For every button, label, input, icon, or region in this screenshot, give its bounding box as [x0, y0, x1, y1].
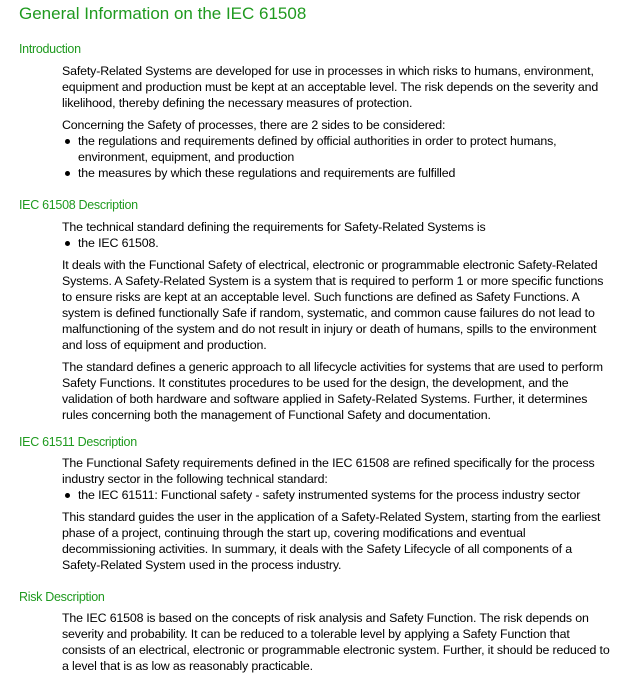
list-item: the IEC 61508. [62, 235, 610, 251]
section-body [62, 455, 610, 579]
section-heading: Introduction [19, 42, 81, 56]
paragraph: The Functional Safety requirements defined in the IEC 61508 are refined specifically for the process industry sector in the following technical standard: [62, 456, 595, 486]
paragraph: The standard defines a generic approach to all lifecycle activities for systems that are used to perform Safety Functions. It constitutes procedures to be used for the design, the development, and the validation of both hardware and software applied in Safety-Related Systems. Further, it determines rules concerning both the management of Functional Safety and documentation. [62, 360, 603, 422]
page-title: General Information on the IEC 61508 [19, 4, 307, 23]
paragraph: This standard guides the user in the application of a Safety-Related System, starting from the earliest phase of a project, continuing through the start up, covering modifications and eventual decommissioning activities. In summary, it deals with the Safety Lifecycle of all components of a Safety-Related System used in the process industry. [62, 510, 601, 572]
section-heading: Risk Description [19, 590, 105, 604]
paragraph: The technical standard defining the requirements for Safety-Related Systems is [62, 220, 486, 234]
section-heading: IEC 61508 Description [19, 198, 138, 212]
paragraph: It deals with the Functional Safety of electrical, electronic or programmable electronic Safety-Related Systems. A Safety-Related System is a system that is required to perform 1 or more specific functions to ensure risks are kept at an acceptable level. Such functions are defined as Safety Functions. A system is defined functionally Safe if random, systematic, and common cause failures do not lead to malfunctioning of the system and do not result in injury or death of humans, spills to the environment and loss of equipment and production. [62, 258, 604, 352]
list-item: the measures by which these regulations and requirements are fulfilled [62, 165, 610, 181]
section-body [62, 63, 610, 187]
list-item: the IEC 61511: Functional safety - safety instrumented systems for the process industry sector [62, 487, 610, 503]
paragraph: The IEC 61508 is based on the concepts of risk analysis and Safety Function. The risk depends on severity and probability. It can be reduced to a tolerable level by applying a Safety Function that consists of an electrical, electronic or programmable electronic system. Further, it should be reduced to a level that is as low as reasonably practicable. [62, 611, 610, 673]
bullet-list [62, 487, 610, 503]
bullet-list [62, 133, 610, 181]
section-body [62, 219, 610, 429]
paragraph: Concerning the Safety of processes, there are 2 sides to be considered: [62, 118, 446, 132]
paragraph: Safety-Related Systems are developed for use in processes in which risks to humans, environment, equipment and production must be kept at an acceptable level. The risk depends on the severity and likelihood, thereby defining the necessary measures of protection. [62, 64, 599, 110]
list-item: the regulations and requirements defined by official authorities in order to protect humans, environment, equipment, and production [62, 133, 610, 165]
bullet-list [62, 235, 610, 251]
section-body [62, 610, 610, 680]
section-heading: IEC 61511 Description [19, 435, 137, 449]
